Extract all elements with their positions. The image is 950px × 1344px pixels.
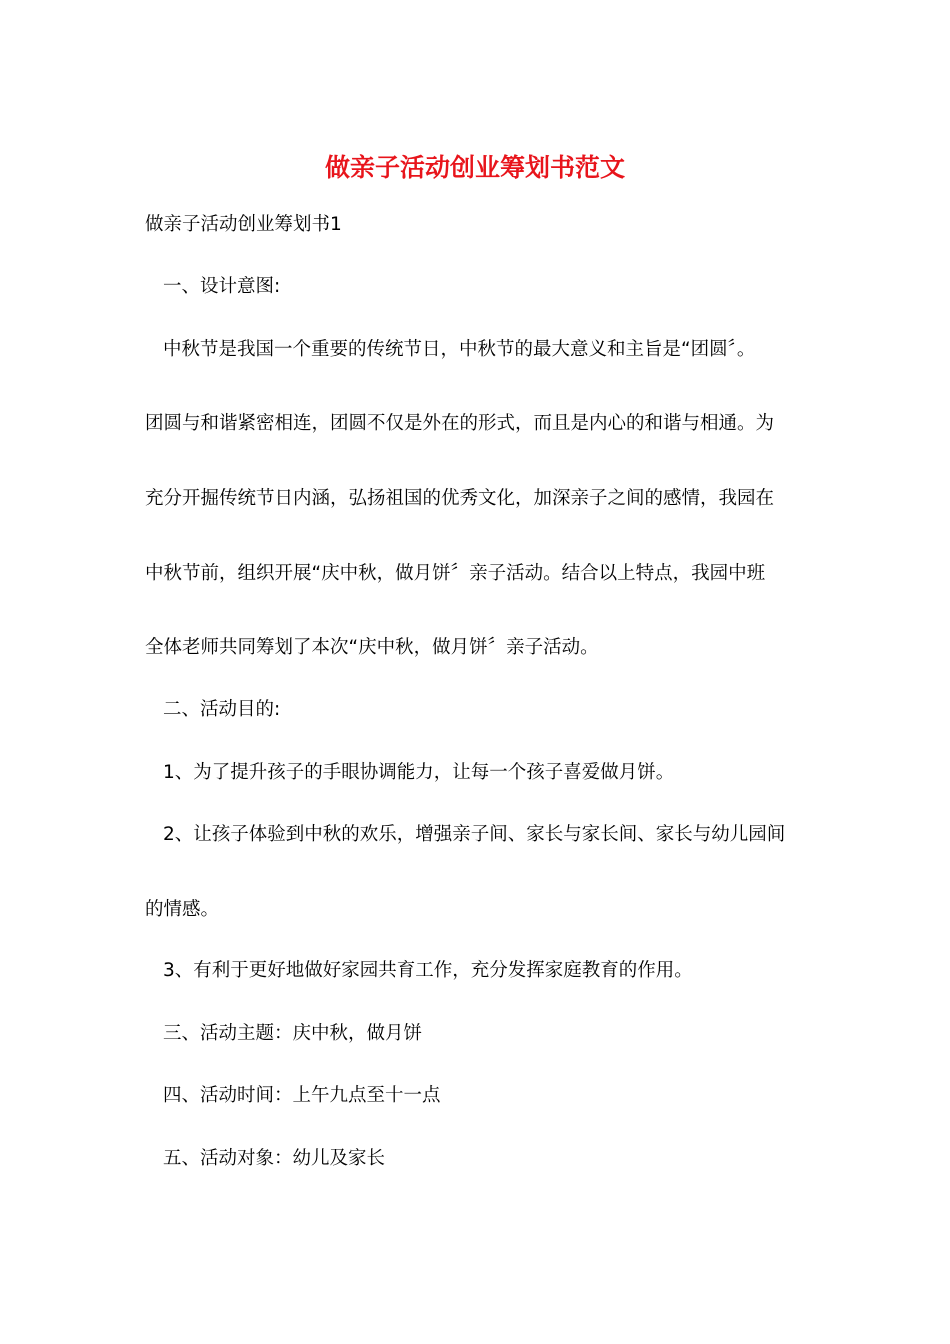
goal-item: 1、为了提升孩子的手眼协调能力，让每一个孩子喜爱做月饼。 bbox=[163, 762, 675, 783]
paragraph-line: 全体老师共同筹划了本次“庆中秋，做月饼〞亲子活动。 bbox=[145, 637, 599, 658]
paragraph-line: 中秋节前，组织开展“庆中秋，做月饼〞亲子活动。结合以上特点，我园中班 bbox=[145, 563, 766, 584]
heading-design-intent: 一、设计意图: bbox=[163, 276, 281, 297]
heading-activity-goals: 二、活动目的: bbox=[163, 699, 281, 720]
goal-item-continuation: 的情感。 bbox=[145, 899, 220, 920]
section-subtitle: 做亲子活动创业筹划书1 bbox=[145, 214, 342, 235]
paragraph-line: 中秋节是我国一个重要的传统节日，中秋节的最大意义和主旨是“团圆〞。 bbox=[163, 339, 756, 360]
goal-item: 3、有利于更好地做好家园共育工作，充分发挥家庭教育的作用。 bbox=[163, 960, 693, 981]
heading-activity-theme: 三、活动主题：庆中秋，做月饼 bbox=[163, 1023, 423, 1044]
document-title: 做亲子活动创业筹划书范文 bbox=[324, 153, 625, 182]
paragraph-line: 充分开掘传统节日内涵，弘扬祖国的优秀文化，加深亲子之间的感情，我园在 bbox=[145, 488, 775, 509]
heading-activity-time: 四、活动时间：上午九点至十一点 bbox=[163, 1085, 441, 1106]
heading-activity-audience: 五、活动对象：幼儿及家长 bbox=[163, 1148, 386, 1169]
goal-item: 2、让孩子体验到中秋的欢乐，增强亲子间、家长与家长间、家长与幼儿园间 bbox=[163, 824, 786, 845]
paragraph-line: 团圆与和谐紧密相连，团圆不仅是外在的形式，而且是内心的和谐与相通。为 bbox=[145, 413, 775, 434]
